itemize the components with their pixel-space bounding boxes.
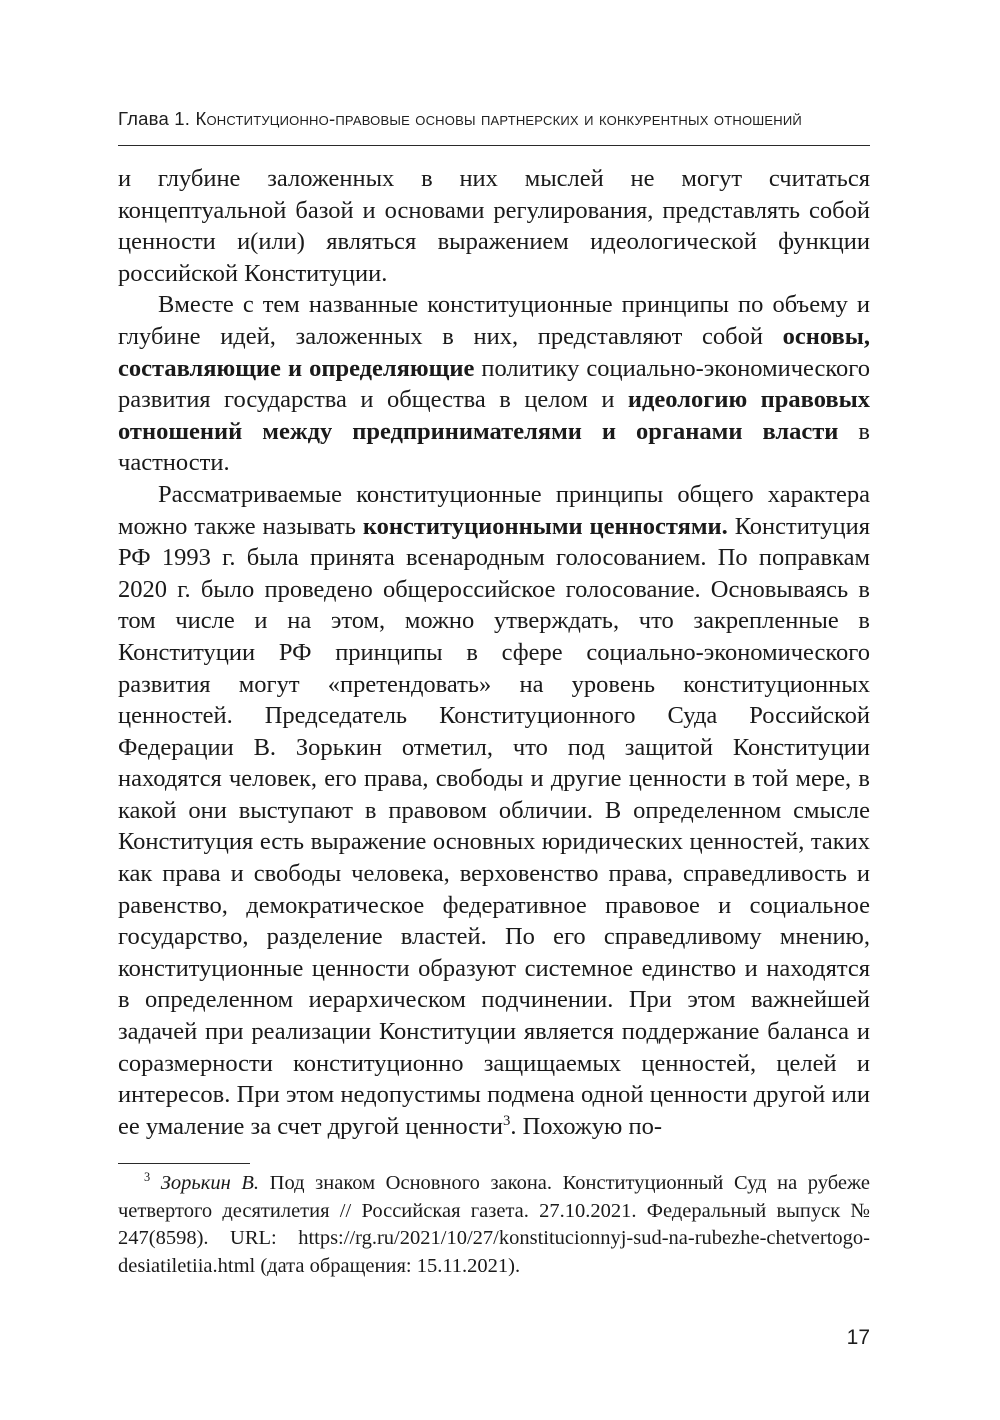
footnote-text: Под знаком Основного закона. Конституционный Суд на рубеже четвертого десятилетия // Российская газета. 27.10.2021. Федеральный выпуск № 247(8598). URL: https://rg.ru/2021/10/27/konstitucionnyj-sud-na-rubezhe-chetvertogo-desiatiletiia.html (дата обращения: 15.11.2021). [118,1172,871,1277]
page-number: 17 [846,1326,870,1349]
header-rule [118,145,870,146]
footnote-entry [118,1170,870,1280]
paragraph-3-part-3: . Похожую по- [510,1112,662,1140]
footnote [118,1170,870,1280]
paragraph-2-part-1: Вместе с тем названные конституционные принципы по объему и глубине идей, заложенных в них, представляют собой [118,291,870,350]
paragraph-2-bold-1: основы, составляющие и определяющие [118,322,870,382]
paragraph-3-part-1: Рассматриваемые конституционные принципы общего характера можно также называть [118,480,870,540]
footnote-reference[interactable]: 3 [502,1112,511,1129]
footnote-rule [118,1163,250,1164]
paragraph-2 [118,289,870,479]
footnote-author: Зорькин В. [160,1172,260,1194]
paragraph-2-part-2: политику социально-экономического развития государства и общества в целом и [118,354,870,414]
running-head [118,108,870,130]
paragraph-2-part-3: в частности. [118,417,870,477]
chapter-label: Глава 1. [118,108,191,129]
paragraph-3-bold-1: конституционными ценностями. [362,512,728,540]
paragraph-3-part-2: Конституция РФ 1993 г. была принята всенародным голосованием. По поправкам 2020 г. было проведено общероссийское голосование. Основываясь в том числе и на этом, можно утверждать, что закрепленные в Конституции РФ принципы в сфере социально-экономического развития могут «претендовать» на уровень конституционных ценностей. Председатель Конституционного Суда Российской Федерации В. Зорькин отметил, что под защитой Конституции находятся человек, его права, свободы и другие ценности в той мере, в какой они выступают в правовом обличии. В определенном смысле Конституция есть выражение основных юридических ценностей, таких как права и свободы человека, верховенство права, справедливость и равенство, демократическое федеративное правовое и социальное государство, разделение властей. По его справедливому мнению, конституционные ценности образуют системное единство и находятся в определенном иерархическом подчинении. При этом важнейшей задачей при реализации Конституции является поддержание баланса и соразмерности конституционно защищаемых ценностей, целей и интересов. При этом недопустимы подмена одной ценности другой или ее умаление за счет другой ценности [118,512,870,1140]
paragraph-3 [118,479,870,1142]
paragraph-1: и глубине заложенных в них мыслей не могут считаться концептуальной базой и основами регулирования, представлять собой ценности и(или) являться выражением идеологической функции российской Конституции. [118,165,870,287]
footnote-number: 3 [144,1170,151,1185]
main-text [118,163,870,1142]
paragraph-2-bold-2: идеологию правовых отношений между предпринимателями и органами власти [118,386,870,445]
chapter-title: Конституционно-правовые основы партнерских и конкурентных отношений [195,108,802,129]
